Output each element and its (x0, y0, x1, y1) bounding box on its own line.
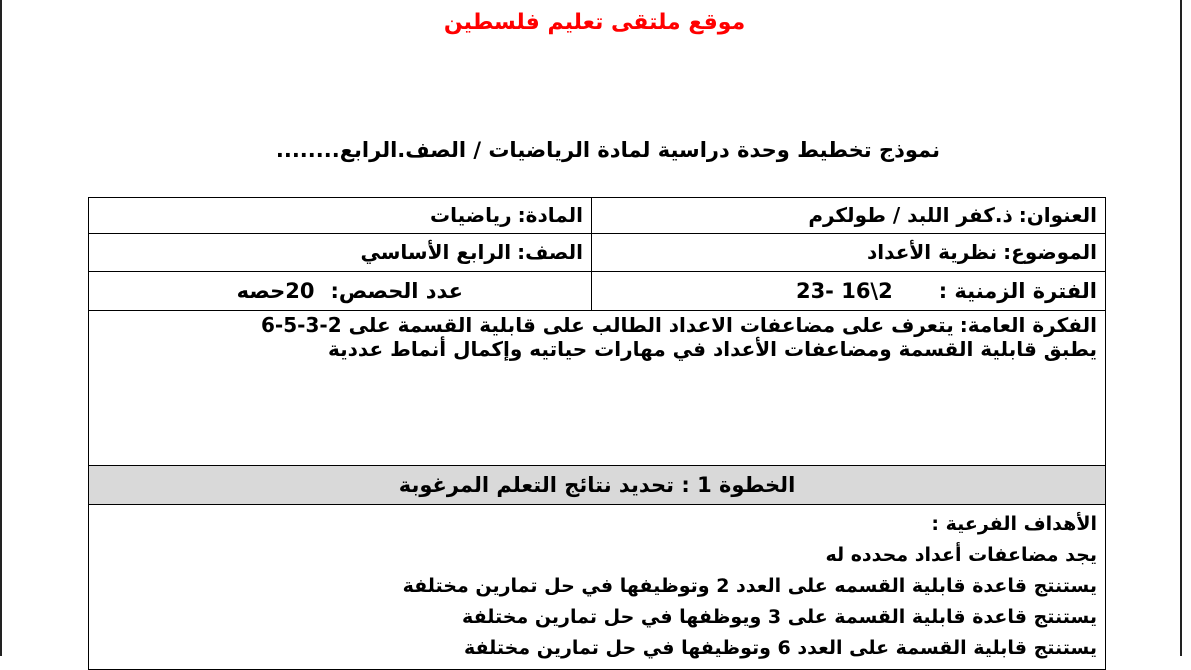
goal-item: يستنتج قابلية القسمة على العدد 6 وتوظيفها في حل تمارين مختلفة (463, 637, 1097, 659)
step1-heading: الخطوة 1 : تحديد نتائج التعلم المرغوبة (89, 466, 1106, 505)
document-title: نموذج تخطيط وحدة دراسية لمادة الرياضيات / الصف.الرابع........ (275, 138, 940, 162)
unit-plan-table (88, 197, 1106, 670)
sessions-cell (89, 272, 592, 311)
page-border-right (1180, 0, 1182, 656)
sessions-value: 20حصه (236, 279, 315, 303)
topic-value: نظرية الأعداد (867, 240, 998, 264)
table-row (89, 234, 1106, 272)
topic-cell (592, 234, 1106, 272)
grade-value: الرابع الأساسي (360, 240, 512, 264)
address-value: ذ.كفر اللبد / طولكرم (808, 203, 1013, 227)
general-idea-label: الفكرة العامة: (959, 313, 1097, 337)
general-idea-cell (89, 311, 1106, 466)
general-idea-line1 (97, 313, 1097, 337)
site-title-text: موقع ملتقى تعليم فلسطين (443, 10, 746, 35)
grade-label: الصف: (517, 240, 583, 264)
page-border-left (0, 0, 2, 656)
table-row (89, 198, 1106, 234)
period-label: الفترة الزمنية : (938, 279, 1097, 303)
period-value: 23- 16\2 (795, 279, 893, 303)
topic-label: الموضوع: (1003, 240, 1097, 264)
goals-heading: الأهداف الفرعية : (931, 513, 1097, 535)
subject-value: رياضيات (430, 203, 512, 227)
table-row (89, 311, 1106, 466)
sessions-label: عدد الحصص: (330, 279, 463, 303)
subject-label: المادة: (517, 203, 583, 227)
table-row (89, 272, 1106, 311)
table-row (89, 505, 1106, 670)
goal-item: يستنتج قاعدة قابلية القسمه على العدد 2 وتوظيفها في حل تمارين مختلفة (402, 575, 1097, 597)
table-row (89, 466, 1106, 505)
goal-item: يستنتج قاعدة قابلية القسمة على 3 ويوظفها في حل تمارين مختلفة (462, 606, 1097, 628)
site-title (0, 10, 1191, 35)
goals-cell (89, 505, 1106, 670)
general-idea-line2: يطبق قابلية القسمة ومضاعفات الأعداد في مهارات حياتيه وإكمال أنماط عددية (328, 337, 1097, 361)
grade-cell (89, 234, 592, 272)
period-cell (592, 272, 1106, 311)
general-idea-text1: يتعرف على مضاعفات الاعداد الطالب على قابلية القسمة على 2-3-5-6 (261, 313, 954, 337)
goal-item: يجد مضاعفات أعداد محدده له (825, 544, 1097, 566)
subject-cell (89, 198, 592, 234)
address-cell (592, 198, 1106, 234)
address-label: العنوان: (1018, 203, 1097, 227)
